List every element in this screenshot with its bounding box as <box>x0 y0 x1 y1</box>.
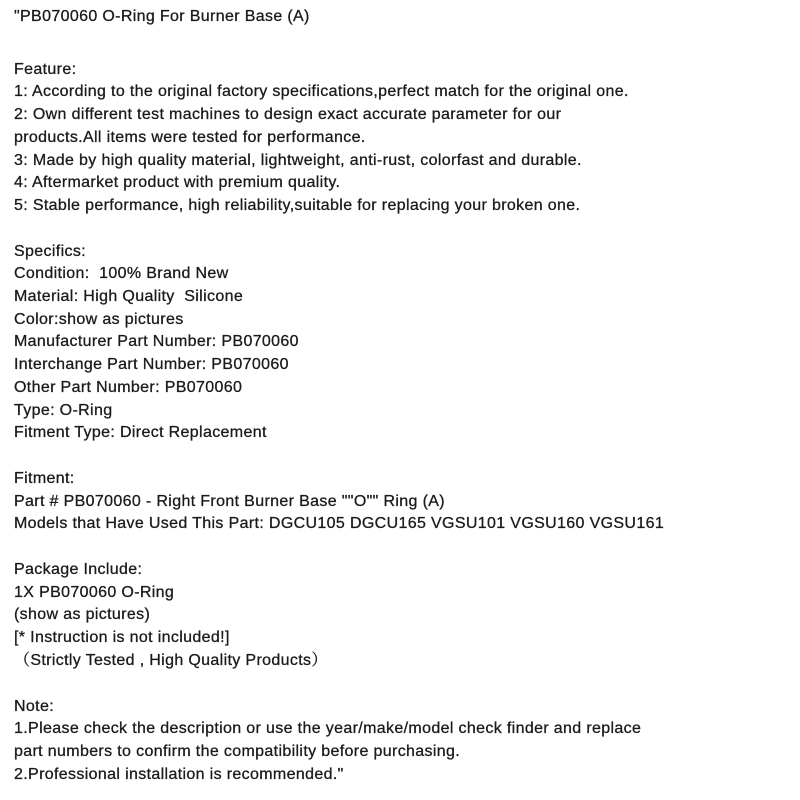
section-heading: Feature: <box>14 60 77 78</box>
text-line: 5: Stable performance, high reliability,suitable for replacing your broken one. <box>14 196 581 214</box>
section-package <box>14 559 800 673</box>
section-heading: Specifics: <box>14 242 86 260</box>
text-line: 1X PB070060 O-Ring <box>14 583 175 601</box>
section-note <box>14 696 800 787</box>
text-line: （Strictly Tested , High Quality Products） <box>14 651 328 669</box>
text-line: Condition: 100% Brand New <box>14 265 229 283</box>
text-line: part numbers to confirm the compatibility before purchasing. <box>14 742 461 760</box>
text-line: products.All items were tested for performance. <box>14 128 366 146</box>
text-line: Color:show as pictures <box>14 310 184 328</box>
text-line: Part # PB070060 - Right Front Burner Base ""O"" Ring (A) <box>14 492 445 510</box>
section-heading: Fitment: <box>14 469 75 487</box>
text-line: 2.Professional installation is recommended." <box>14 765 344 783</box>
text-line: 3: Made by high quality material, lightweight, anti-rust, colorfast and durable. <box>14 151 582 169</box>
document-body <box>14 6 800 786</box>
sections-container <box>14 59 800 787</box>
text-line: Type: O-Ring <box>14 401 113 419</box>
document-title: "PB070060 O-Ring For Burner Base (A) <box>14 8 310 25</box>
text-line: 1: According to the original factory specifications,perfect match for the original one. <box>14 83 629 101</box>
section-heading: Note: <box>14 697 54 715</box>
text-line: 4: Aftermarket product with premium quality. <box>14 174 341 192</box>
section-specifics <box>14 241 800 445</box>
text-line: (show as pictures) <box>14 606 151 624</box>
section-heading: Package Include: <box>14 561 143 579</box>
text-line: Manufacturer Part Number: PB070060 <box>14 333 299 351</box>
text-line: Fitment Type: Direct Replacement <box>14 424 267 442</box>
text-line: Material: High Quality Silicone <box>14 288 244 306</box>
text-line: 1.Please check the description or use the year/make/model check finder and replace <box>14 720 642 738</box>
section-fitment <box>14 468 800 536</box>
text-line: Other Part Number: PB070060 <box>14 378 243 396</box>
text-line: Models that Have Used This Part: DGCU105 DGCU165 VGSU101 VGSU160 VGSU161 <box>14 515 665 533</box>
text-line: Interchange Part Number: PB070060 <box>14 356 289 374</box>
text-line: 2: Own different test machines to design exact accurate parameter for our <box>14 106 562 124</box>
section-feature <box>14 59 800 218</box>
text-line: [* Instruction is not included!] <box>14 629 230 647</box>
